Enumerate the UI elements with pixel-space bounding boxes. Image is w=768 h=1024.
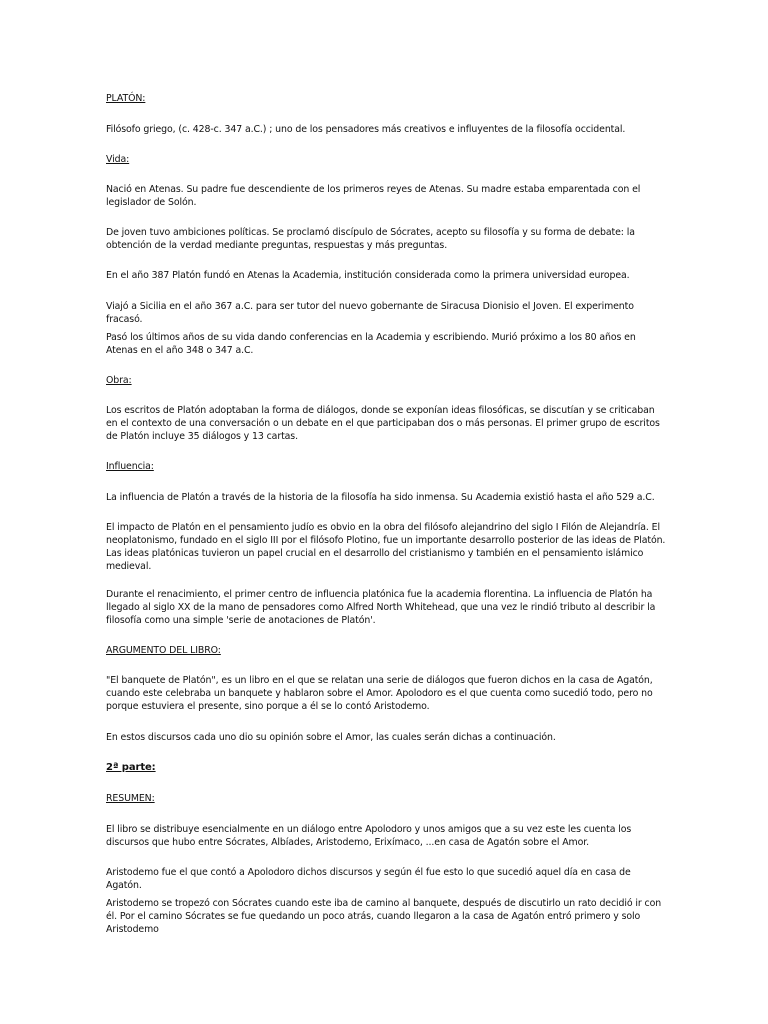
paragraph-vida-1: Nació en Atenas. Su padre fue descendiente de los primeros reyes de Atenas. Su madre estaba emparentada con el legislador de Solón. bbox=[106, 184, 641, 208]
heading-influencia: Influencia: bbox=[106, 461, 154, 472]
paragraph-resumen-3: Aristodemo se tropezó con Sócrates cuando este iba de camino al banquete, después de discutirlo un rato decidió ir con él. Por el camino Sócrates se fue quedando un poco atrás, cuando llegaron a la casa de Agatón entró primero y solo Aristodemo bbox=[106, 898, 662, 935]
heading-obra: Obra: bbox=[106, 375, 132, 386]
paragraph-influencia-3: Durante el renacimiento, el primer centro de influencia platónica fue la academia florentina. La influencia de Platón ha llegado al siglo XX de la mano de pensadores como Alfred North Whitehead, que una vez le rindió tributo al describir la filosofía como una simple 'serie de anotaciones de Platón'. bbox=[106, 589, 656, 626]
paragraph-argumento-2: En estos discursos cada uno dio su opinión sobre el Amor, las cuales serán dichas a continuación. bbox=[106, 732, 556, 743]
paragraph-argumento-1: "El banquete de Platón", es un libro en el que se relatan una serie de diálogos que fueron dichos en la casa de Agatón, cuando este celebraba un banquete y hablaron sobre el Amor. Apolodoro es el que cuenta como sucedió todo, pero no porque estuviera el presente, sino porque a él se lo contó Aristodemo. bbox=[106, 675, 653, 712]
heading-parte-2: 2ª parte: bbox=[106, 762, 156, 773]
paragraph-vida-2: De joven tuvo ambiciones políticas. Se proclamó discípulo de Sócrates, acepto su filosofía y su forma de debate: la obtención de la verdad mediante preguntas, respuestas y más preguntas. bbox=[106, 227, 635, 251]
paragraph-vida-4: Viajó a Sicilia en el año 367 a.C. para ser tutor del nuevo gobernante de Siracusa Dionisio el Joven. El experimento fracasó. bbox=[106, 301, 634, 325]
paragraph-resumen-1: El libro se distribuye esencialmente en un diálogo entre Apolodoro y unos amigos que a su vez este les cuenta los discursos que hubo entre Sócrates, Albíades, Aristodemo, Erixímaco, ...en casa de Agatón sobre el Amor. bbox=[106, 824, 632, 848]
paragraph-intro: Filósofo griego, (c. 428-c. 347 a.C.) ; uno de los pensadores más creativos e influyentes de la filosofía occidental. bbox=[106, 124, 626, 135]
paragraph-influencia-2: El impacto de Platón en el pensamiento judío es obvio en la obra del filósofo alejandrino del siglo I Filón de Alejandría. El neoplatonismo, fundado en el siglo III por el filósofo Plotino, fue un importante desarrollo posterior de las ideas de Platón. Las ideas platónicas tuvieron un papel crucial en el desarrollo del cristianismo y también en el pensamiento islámico medieval. bbox=[106, 522, 666, 572]
heading-vida: Vida: bbox=[106, 154, 130, 165]
heading-resumen: RESUMEN: bbox=[106, 793, 155, 804]
paragraph-vida-3: En el año 387 Platón fundó en Atenas la Academia, institución considerada como la primera universidad europea. bbox=[106, 270, 630, 281]
paragraph-resumen-2: Aristodemo fue el que contó a Apolodoro dichos discursos y según él fue esto lo que sucedió aquel día en casa de Agatón. bbox=[106, 867, 631, 891]
heading-platon: PLATÓN: bbox=[106, 93, 146, 104]
paragraph-vida-5: Pasó los últimos años de su vida dando conferencias en la Academia y escribiendo. Murió próximo a los 80 años en Atenas en el año 348 o 347 a.C. bbox=[106, 332, 636, 356]
paragraph-obra: Los escritos de Platón adoptaban la forma de diálogos, donde se exponían ideas filosóficas, se discutían y se criticaban en el contexto de una conversación o un debate en el que participaban dos o más personas. El primer grupo de escritos de Platón incluye 35 diálogos y 13 cartas. bbox=[106, 405, 660, 442]
heading-argumento: ARGUMENTO DEL LIBRO: bbox=[106, 645, 221, 656]
paragraph-influencia-1: La influencia de Platón a través de la historia de la filosofía ha sido inmensa. Su Academia existió hasta el año 529 a.C. bbox=[106, 492, 655, 503]
